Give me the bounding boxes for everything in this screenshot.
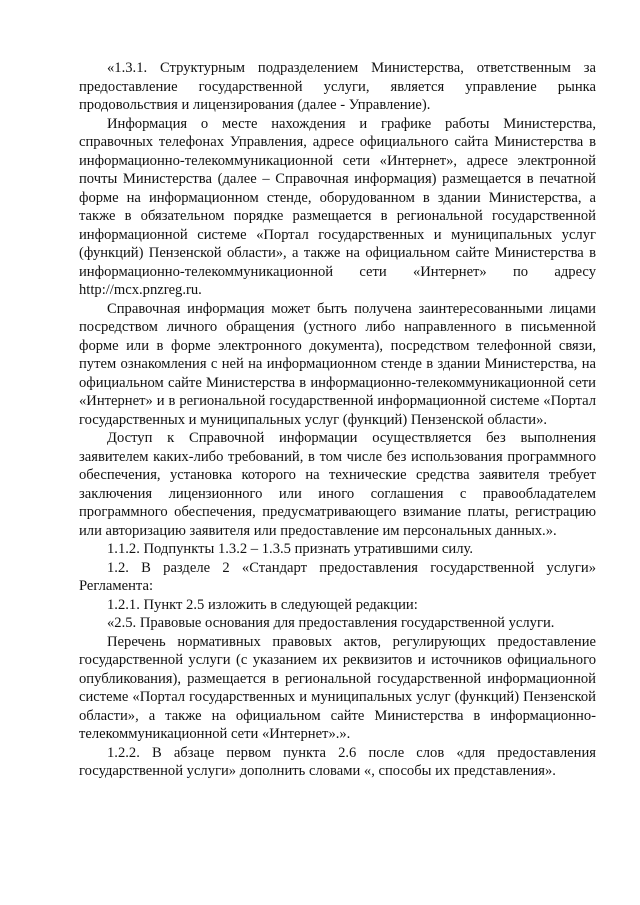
paragraph-1-2-2: 1.2.2. В абзаце первом пункта 2.6 после слов «для предоставления государственной услуги» дополнить словами «, способы их представления».: [79, 744, 596, 779]
paragraph-1-3-1: «1.3.1. Структурным подразделением Министерства, ответственным за предоставление государственной услуги, является управление рынка продовольствия и лицензирования (далее - Управление).: [79, 60, 596, 113]
document-page: [79, 59, 596, 781]
paragraph-1-1-2: 1.1.2. Подпункты 1.3.2 – 1.3.5 признать утратившими силу.: [107, 541, 473, 557]
paragraph-legal-acts: Перечень нормативных правовых актов, регулирующих предоставление государственной услуги (с указанием их реквизитов и источников официального опубликования), размещается в региональной государственной информационной системе «Портал государственных и муниципальных услуг (функций) Пензенской области», а также на официальном сайте Министерства в информационно-телекоммуникационной сети «Интернет».».: [79, 633, 596, 742]
paragraph-access-info: Доступ к Справочной информации осуществляется без выполнения заявителем каких-либо требований, в том числе без использования программного обеспечения, установка которого на технические средства заявителя требует заключения лицензионного или иного соглашения с правообладателем программного обеспечения, предусматривающего взимание платы, регистрацию или авторизацию заявителя или предоставление им персональных данных.».: [79, 430, 596, 539]
paragraph-1-2-1: 1.2.1. Пункт 2.5 изложить в следующей редакции:: [107, 596, 418, 613]
paragraph-reference-info: Информация о месте нахождения и графике работы Министерства, справочных телефонах Управления, адресе официального сайта Министерства в информационно-телекоммуникационной сети «Интернет», адресе электронной почты Министерства (далее – Справочная информация) размещается в печатной форме на информационном стенде, оборудованном в здании Министерства, а также в обязательном порядке размещается в региональной государственной информационной системе «Портал государственных и муниципальных услуг (функций) Пензенской области», а также на официальном сайте Министерства в информационно-телекоммуникационной сети «Интернет» по адресу http://mcx.pnzreg.ru.: [79, 115, 596, 298]
paragraph-obtaining-info: Справочная информация может быть получена заинтересованными лицами посредством личного обращения (устного либо направленного в письменной форме или в форме электронного документа), посредством телефонной связи, путем ознакомления с ней на информационном стенде в здании Министерства, на официальном сайте Министерства в информационно-телекоммуникационной сети «Интернет» и в региональной государственной информационной системе «Портал государственных и муниципальных услуг (функций) Пензенской области».: [79, 300, 596, 428]
paragraph-2-5: «2.5. Правовые основания для предоставления государственной услуги.: [107, 615, 555, 631]
paragraph-1-2: 1.2. В разделе 2 «Стандарт предоставления государственной услуги» Регламента:: [79, 559, 596, 594]
